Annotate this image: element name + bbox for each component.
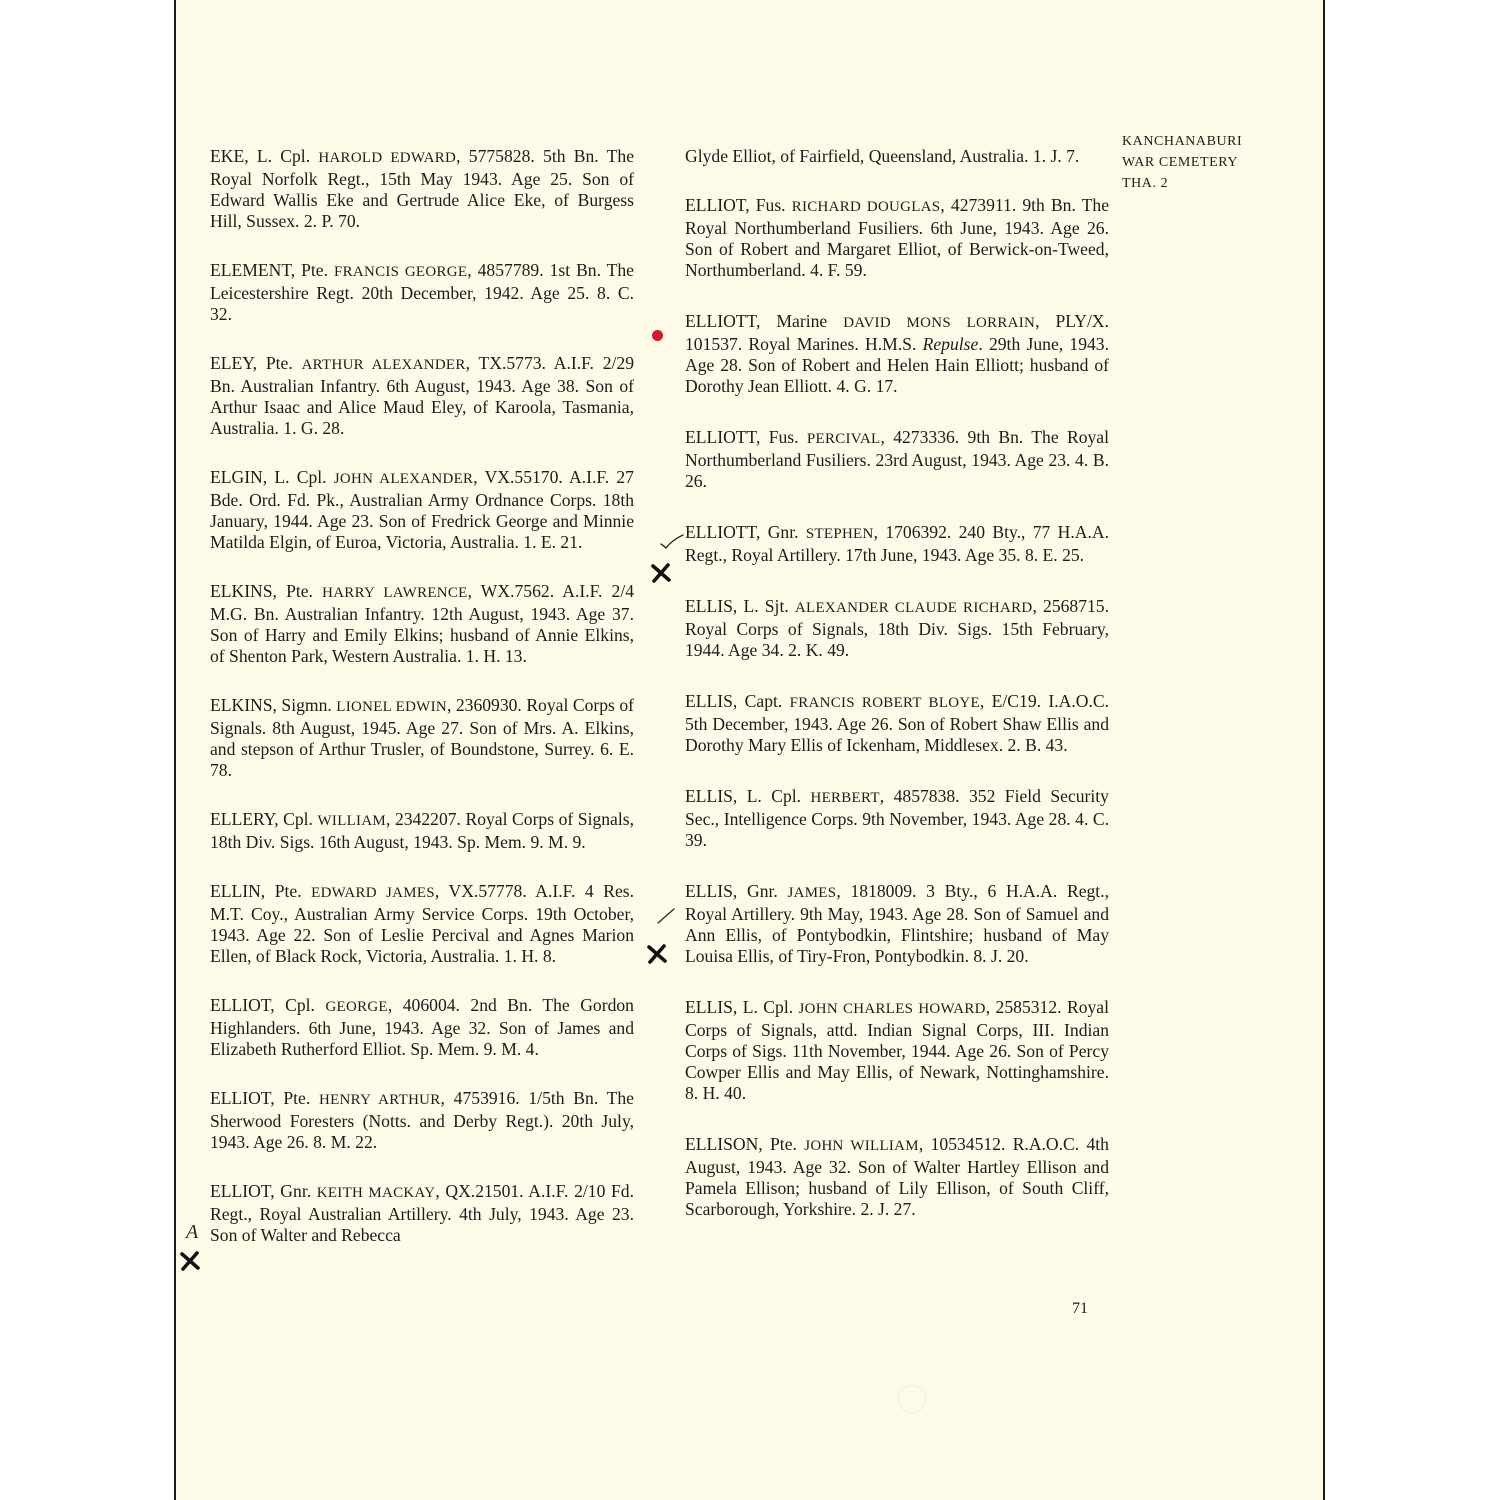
casualty-entry xyxy=(210,1088,634,1153)
entry-surname: ELLIOT, Fus. xyxy=(685,194,786,215)
casualty-entry xyxy=(685,691,1109,756)
casualty-entry xyxy=(685,596,1109,661)
entry-surname: ELLIOT, Pte. xyxy=(210,1087,311,1108)
entry-continuation: Glyde Elliot, of Fairfield, Queensland, Australia. 1. J. 7. xyxy=(685,145,1080,166)
entry-surname: ELLIS, L. Cpl. xyxy=(685,785,802,806)
entry-forenames: ARTHUR ALEXANDER xyxy=(301,356,466,373)
entry-details: , WX.7562. A.I.F. 2/4 M.G. Bn. Australian Infantry. 12th August, 1943. Age 37. Son of Harry and Emily Elkins; husband of Annie Elkins, of Shenton Park, Western Australia. 1. H. 13. xyxy=(210,580,634,666)
entry-surname: ELLISON, Pte. xyxy=(685,1133,797,1154)
entry-details: , E/C19. I.A.O.C. 5th December, 1943. Age 26. Son of Robert Shaw Ellis and Dorothy Mary Ellis of Ickenham, Middlesex. 2. B. 43. xyxy=(685,690,1110,755)
entry-details: , 2342207. Royal Corps of Signals, 18th Div. Sigs. 16th August, 1943. Sp. Mem. 9. M. 9. xyxy=(210,808,635,852)
casualty-entry xyxy=(210,995,634,1060)
entry-forenames: HAROLD EDWARD xyxy=(318,149,457,166)
entry-surname: ELLIOTT, Fus. xyxy=(685,426,799,447)
check-mark-icon xyxy=(660,534,684,550)
cross-mark-icon xyxy=(650,562,672,584)
entry-forenames: JOHN WILLIAM xyxy=(804,1137,919,1154)
cemetery-heading xyxy=(1122,131,1322,194)
entry-forenames: HARRY LAWRENCE xyxy=(322,584,468,601)
entry-details: , 4857789. 1st Bn. The Leicestershire Regt. 20th December, 1942. Age 25. 8. C. 32. xyxy=(210,259,634,324)
entry-details: , 2585312. Royal Corps of Signals, attd. Indian Signal Corps, III. Indian Corps of Sigs. 11th November, 1944. Age 26. Son of Percy Cowper Ellis and May Ellis, of Newark, Nottinghamshire. 8. H. 40. xyxy=(685,996,1109,1103)
entry-details: , PLY/X. 101537. Royal Marines. H.M.S. xyxy=(685,310,1109,354)
entry-details: , VX.57778. A.I.F. 4 Res. M.T. Coy., Australian Army Service Corps. 19th October, 1943. Age 22. Son of Leslie Percival and Agnes Marion Ellen, of Black Rock, Victoria, Australia. 1. H. 8. xyxy=(210,880,635,966)
page-number: 71 xyxy=(1072,1300,1088,1317)
entry-details: , 4753916. 1/5th Bn. The Sherwood Foresters (Notts. and Derby Regt.). 20th July, 1943. Age 26. 8. M. 22. xyxy=(210,1087,634,1152)
entry-details: , 2360930. Royal Corps of Signals. 8th August, 1945. Age 27. Son of Mrs. A. Elkins, and stepson of Arthur Trusler, of Boundstone, Surrey. 6. E. 78. xyxy=(210,694,635,780)
cemetery-type: WAR CEMETERY xyxy=(1122,155,1238,170)
entry-details: , 4857838. 352 Field Security Sec., Intelligence Corps. 9th November, 1943. Age 28. 4. C. 39. xyxy=(685,785,1109,850)
left-column xyxy=(210,128,634,1274)
cemetery-name: KANCHANABURI xyxy=(1122,134,1243,149)
entry-forenames: ALEXANDER CLAUDE RICHARD xyxy=(794,599,1033,616)
entry-surname: ELLIS, Capt. xyxy=(685,690,783,711)
entry-forenames: KEITH MACKAY xyxy=(316,1184,436,1201)
cemetery-code: THA. 2 xyxy=(1122,176,1169,191)
entry-details: , 4273911. 9th Bn. The Royal Northumberland Fusiliers. 6th June, 1943. Age 26. Son of Robert and Margaret Elliot, of Berwick-on-Tweed, Northumberland. 4. F. 59. xyxy=(685,194,1110,280)
entry-forenames: PERCIVAL xyxy=(806,430,881,447)
casualty-entry xyxy=(685,881,1109,967)
entry-details: , 5775828. 5th Bn. The Royal Norfolk Regt., 15th May 1943. Age 25. Son of Edward Wallis Eke and Gertrude Alice Eke, of Burgess Hill, Sussex. 2. P. 70. xyxy=(210,145,635,231)
entry-surname: ELLIS, Gnr. xyxy=(685,880,778,901)
casualty-entry xyxy=(210,467,634,553)
register-page xyxy=(174,0,1325,1500)
entry-details: , 10534512. R.A.O.C. 4th August, 1943. Age 32. Son of Walter Hartley Ellison and Pamela Ellison; husband of Lily Ellison, of South Cliff, Scarborough, Yorkshire. 2. J. 27. xyxy=(685,1133,1109,1219)
casualty-entry xyxy=(210,581,634,667)
entry-surname: ELLIOT, Cpl. xyxy=(210,994,315,1015)
cross-mark-icon xyxy=(646,943,668,965)
cross-mark-icon xyxy=(179,1250,201,1272)
entry-forenames: RICHARD DOUGLAS xyxy=(791,198,941,215)
paper-smudge xyxy=(898,1385,926,1413)
entry-forenames: STEPHEN xyxy=(805,525,874,542)
entry-forenames: FRANCIS GEORGE xyxy=(333,263,468,280)
entry-surname: ELEMENT, Pte. xyxy=(210,259,329,280)
entry-surname: EKE, L. Cpl. xyxy=(210,145,311,166)
entry-surname: ELLIS, L. Cpl. xyxy=(685,996,794,1017)
entry-ship-name: Repulse xyxy=(922,333,979,354)
entry-surname: ELLIN, Pte. xyxy=(210,880,302,901)
entry-details: , 406004. 2nd Bn. The Gordon Highlanders. 6th June, 1943. Age 32. Son of James and Elizabeth Rutherford Elliot. Sp. Mem. 9. M. 4. xyxy=(210,994,634,1059)
red-dot-icon xyxy=(652,330,663,341)
entry-forenames: JAMES xyxy=(787,884,837,901)
casualty-entry xyxy=(210,353,634,439)
casualty-entry xyxy=(685,997,1109,1104)
entry-forenames: FRANCIS ROBERT BLOYE xyxy=(789,694,980,711)
casualty-entry xyxy=(685,1134,1109,1220)
casualty-entry xyxy=(210,146,634,232)
entry-surname: ELLIOT, Gnr. xyxy=(210,1180,312,1201)
casualty-entry xyxy=(685,427,1109,492)
entry-forenames: HERBERT xyxy=(810,789,880,806)
casualty-entry xyxy=(685,522,1109,566)
entry-details: . 29th June, 1943. Age 28. Son of Robert and Helen Hain Elliott; husband of Dorothy Jean Elliott. 4. G. 17. xyxy=(685,333,1109,396)
entry-forenames: HENRY ARTHUR xyxy=(319,1091,441,1108)
entry-surname: ELLERY, Cpl. xyxy=(210,808,313,829)
check-mark-icon xyxy=(656,908,680,924)
casualty-entry xyxy=(210,881,634,967)
entry-details: , 2568715. Royal Corps of Signals, 18th Div. Sigs. 15th February, 1944. Age 34. 2. K. 49. xyxy=(685,595,1110,660)
entry-forenames: EDWARD JAMES xyxy=(311,884,435,901)
entry-surname: ELLIOTT, Marine xyxy=(685,310,828,331)
entry-forenames: JOHN ALEXANDER xyxy=(333,470,474,487)
entry-details: , QX.21501. A.I.F. 2/10 Fd. Regt., Royal Australian Artillery. 4th July, 1943. Age 23. Son of Walter and Rebecca xyxy=(210,1180,635,1245)
entry-details: , TX.5773. A.I.F. 2/29 Bn. Australian Infantry. 6th August, 1943. Age 38. Son of Arthur Isaac and Alice Maud Eley, of Karoola, Tasmania, Australia. 1. G. 28. xyxy=(210,352,635,438)
casualty-entry xyxy=(210,809,634,853)
entry-surname: ELLIOTT, Gnr. xyxy=(685,521,799,542)
entry-details: , 4273336. 9th Bn. The Royal Northumberland Fusiliers. 23rd August, 1943. Age 23. 4. B. 26. xyxy=(685,426,1110,491)
casualty-entry xyxy=(210,695,634,781)
entry-details: , 1818009. 3 Bty., 6 H.A.A. Regt., Royal Artillery. 9th May, 1943. Age 28. Son of Samuel and Ann Ellis, of Pontybodkin, Flintshire; husband of May Louisa Ellis, of Tiry-Fron, Pontybodkin. 8. J. 20. xyxy=(685,880,1109,966)
casualty-entry xyxy=(685,311,1109,397)
entry-forenames: LIONEL EDWIN xyxy=(336,698,447,715)
entry-forenames: JOHN CHARLES HOWARD xyxy=(798,1000,986,1017)
entry-surname: ELKINS, Pte. xyxy=(210,580,313,601)
entry-surname: ELGIN, L. Cpl. xyxy=(210,466,327,487)
casualty-entry xyxy=(210,1181,634,1246)
casualty-entry xyxy=(685,195,1109,281)
entry-forenames: GEORGE xyxy=(325,998,388,1015)
casualty-entry xyxy=(685,786,1109,851)
right-column xyxy=(685,128,1109,1250)
entry-surname: ELEY, Pte. xyxy=(210,352,293,373)
entry-details: , VX.55170. A.I.F. 27 Bde. Ord. Fd. Pk., Australian Army Ordnance Corps. 18th January, 1944. Age 23. Son of Fredrick George and Minnie Matilda Elgin, of Euroa, Victoria, Australia. 1. E. 21. xyxy=(210,466,634,552)
entry-surname: ELLIS, L. Sjt. xyxy=(685,595,789,616)
entry-details: , 1706392. 240 Bty., 77 H.A.A. Regt., Royal Artillery. 17th June, 1943. Age 35. 8. E. 25. xyxy=(685,521,1109,565)
casualty-entry xyxy=(210,260,634,325)
entry-surname: ELKINS, Sigmn. xyxy=(210,694,332,715)
margin-note: A xyxy=(186,1221,199,1243)
entry-forenames: DAVID MONS LORRAIN xyxy=(843,314,1036,331)
entry-forenames: WILLIAM xyxy=(317,812,387,829)
